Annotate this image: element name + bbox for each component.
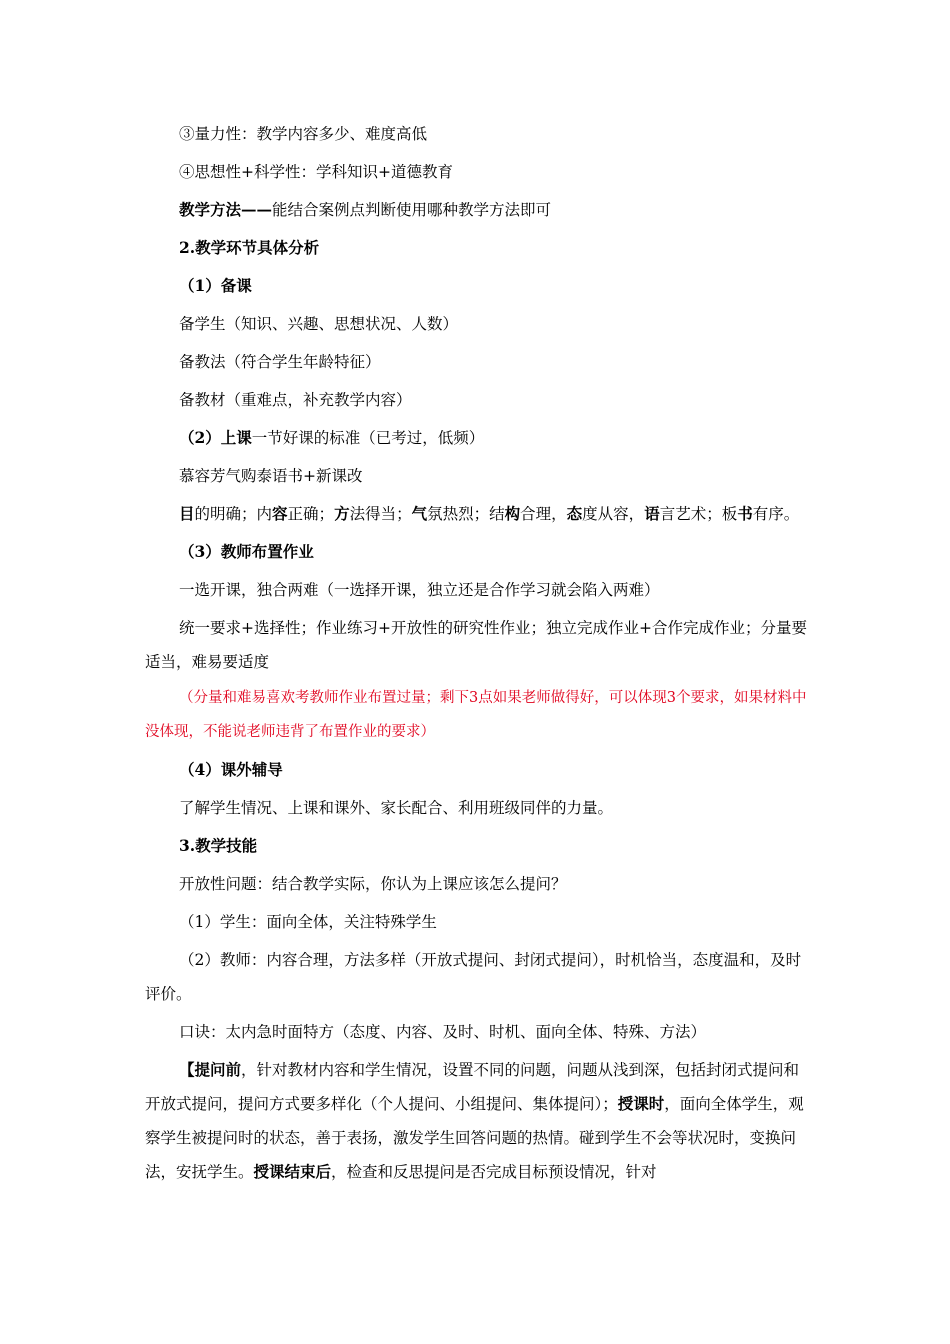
prepare-methods: 备教法（符合学生年龄特征） xyxy=(179,353,381,371)
subheading-prepare: （1）备课 xyxy=(179,276,252,295)
tutoring-line: 了解学生情况、上课和课外、家长配合、利用班级同伴的力量。 xyxy=(179,799,614,817)
questioning-paragraph: 【提问前，针对教材内容和学生情况，设置不同的问题，问题从浅到深，包括封闭式提问和开放式提问，提问方式要多样化（个人提问、小组提问、集体提问）；授课时，面向全体学生，观察学生被提问时的状态，善于表扬，激发学生回答问题的热情。碰到学生不会等状况时，变换问法，安抚学生。授课结束后，检查和反思提问是否完成目标预设情况，针对 xyxy=(145,1060,804,1181)
homework-mnemonic: 一选开课，独合两难（一选择开课，独立还是合作学习就会陷入两难） xyxy=(179,581,660,599)
questioning-mnemonic: 口诀：太内急时面特方（态度、内容、及时、时机、面向全体、特殊、方法） xyxy=(179,1023,707,1041)
homework-requirements: 统一要求+选择性；作业练习+开放性的研究性作业；独立完成作业+合作完成作业；分量要适当，难易要适度 xyxy=(145,619,807,671)
teaching-method-line: 教学方法——能结合案例点判断使用哪种教学方法即可 xyxy=(179,200,552,219)
principle-4: ④思想性+科学性：学科知识+道德教育 xyxy=(179,163,453,181)
good-class-criteria: 目的明确；内容正确；方法得当；气氛热烈；结构合理，态度从容，语言艺术；板书有序。 xyxy=(179,504,800,523)
document-body xyxy=(145,115,811,1191)
red-note: （分量和难易喜欢考教师作业布置过量；剩下3点如果老师做得好，可以体现3个要求，如果材料中没体现，不能说老师违背了布置作业的要求） xyxy=(145,690,807,740)
teaching-method-label: 教学方法—— xyxy=(179,200,273,219)
open-question: 开放性问题：结合教学实际，你认为上课应该怎么提问？ xyxy=(179,875,567,893)
subheading-homework: （3）教师布置作业 xyxy=(179,542,314,561)
section-heading-3: 3.教学技能 xyxy=(179,836,258,855)
subheading-class: （2）上课一节好课的标准（已考过，低频） xyxy=(179,428,485,447)
prepare-materials: 备教材（重难点，补充教学内容） xyxy=(179,391,412,409)
mnemonic-line: 慕容芳气购泰语书+新课改 xyxy=(179,467,363,485)
answer-students: （1）学生：面向全体，关注特殊学生 xyxy=(179,913,437,931)
section-heading-2: 2.教学环节具体分析 xyxy=(179,238,320,257)
prepare-students: 备学生（知识、兴趣、思想状况、人数） xyxy=(179,315,459,333)
subheading-tutoring: （4）课外辅导 xyxy=(179,760,283,779)
principle-3: ③量力性：教学内容多少、难度高低 xyxy=(179,125,428,143)
answer-teacher: （2）教师：内容合理，方法多样（开放式提问、封闭式提问），时机恰当，态度温和，及时评价。 xyxy=(145,951,802,1003)
